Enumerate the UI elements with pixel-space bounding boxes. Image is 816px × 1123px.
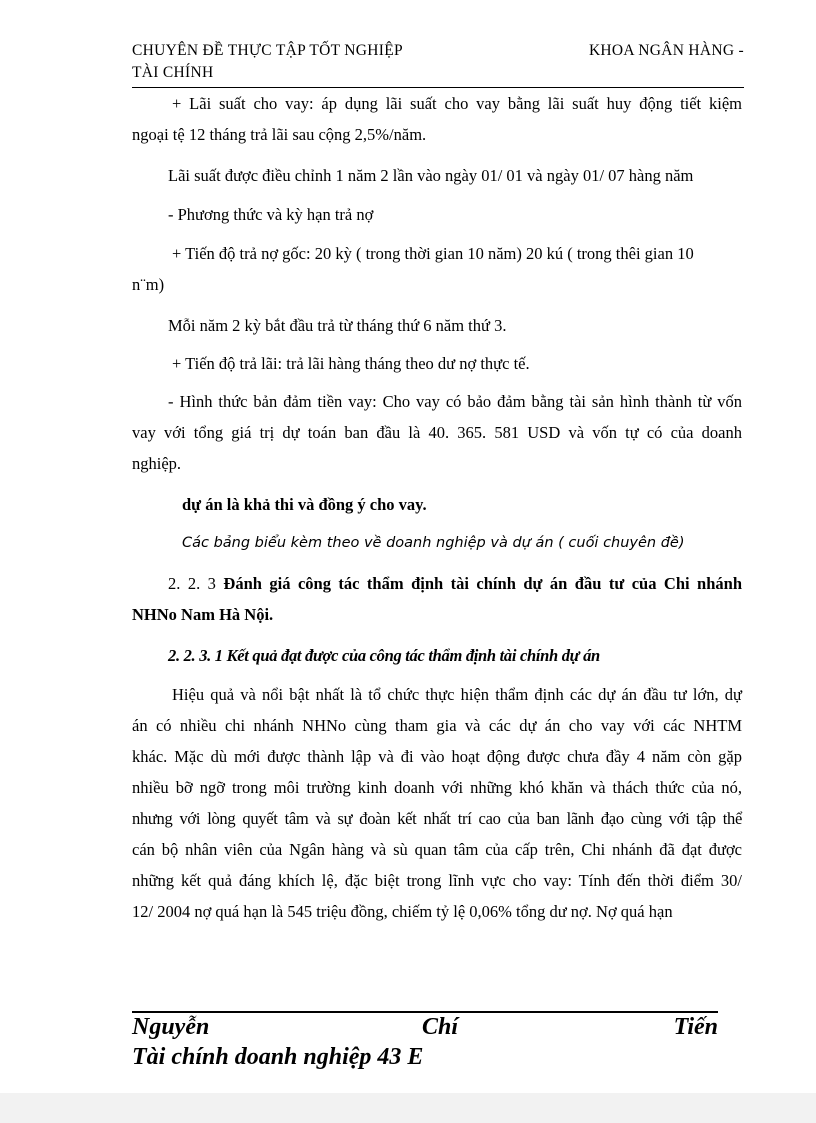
- footer-divider: [132, 1011, 718, 1013]
- section-title: Đánh giá công tác thẩm định tài chính dự án đầu tư của Chi nhánh: [223, 574, 743, 593]
- header-divider: [132, 87, 744, 88]
- paragraph-collateral-line1: - Hình thức bản đảm tiền vay: Cho vay có bảo đảm bằng tài sản hình thành từ vốn: [168, 392, 742, 411]
- author-given-name: Tiến: [673, 1014, 718, 1040]
- author-surname: Nguyễn: [132, 1014, 210, 1040]
- author-middle-name: Chí: [422, 1014, 459, 1040]
- section-number: 2. 2. 3: [168, 574, 216, 593]
- header-department: KHOA NGÂN HÀNG -: [588, 42, 744, 59]
- paragraph-collateral-line3: nghiệp.: [132, 454, 182, 473]
- paragraph-appendix-note: Các bảng biểu kèm theo về doanh nghiệp và dự án ( cuối chuyên đề): [182, 535, 685, 551]
- paragraph-interest-rate-line2: ngoại tệ 12 tháng trả lãi sau cộng 2,5%/năm.: [132, 125, 427, 144]
- page-bottom-strip: [0, 1093, 816, 1123]
- paragraph-results-line6: cán bộ nhân viên của Ngân hàng và sù quan tâm của cấp trên, Chi nhánh đã đạt được: [132, 840, 742, 859]
- paragraph-results-line5: nhưng với lòng quyết tâm và sự đoàn kết nhất trí cao của ban lãnh đạo cùng với tập thể: [132, 809, 742, 828]
- paragraph-yearly-installments: Mỗi năm 2 kỳ bắt đầu trả từ tháng thứ 6 năm thứ 3.: [168, 316, 507, 335]
- paragraph-repayment-method: - Phương thức và kỳ hạn trả nợ: [168, 205, 374, 224]
- paragraph-results-line3: khác. Mặc dù mới được thành lập và đi vào hoạt động được chưa đầy 4 năm còn gặp: [132, 747, 742, 766]
- paragraph-results-line8: 12/ 2004 nợ quá hạn là 545 triệu đồng, chiếm tỷ lệ 0,06% tổng dư nợ. Nợ quá hạn: [132, 902, 673, 921]
- header-department-cont: TÀI CHÍNH: [132, 64, 214, 81]
- paragraph-results-line2: án có nhiều chi nhánh NHNo cùng tham gia và các dự án cho vay với các NHTM: [132, 716, 742, 735]
- paragraph-interest-schedule: + Tiến độ trả lãi: trả lãi hàng tháng theo dư nợ thực tế.: [172, 354, 530, 373]
- paragraph-results-line7: những kết quả đáng khích lệ, đặc biệt trong lĩnh vực cho vay: Tính đến thời điểm 30/: [132, 871, 742, 890]
- paragraph-principal-schedule-line1: + Tiến độ trả nợ gốc: 20 kỳ ( trong thời gian 10 năm) 20 kú ( trong thêi gian 10: [172, 244, 694, 263]
- section-heading-2-2-3-line2: NHNo Nam Hà Nội.: [132, 605, 274, 624]
- paragraph-results-line1: Hiệu quả và nổi bật nhất là tổ chức thực hiện thẩm định các dự án đầu tư lớn, dự: [172, 685, 742, 704]
- paragraph-rate-adjustment: Lãi suất được điều chỉnh 1 năm 2 lần vào ngày 01/ 01 và ngày 01/ 07 hàng năm: [168, 166, 694, 185]
- paragraph-conclusion: dự án là khả thi và đồng ý cho vay.: [182, 495, 427, 514]
- section-heading-2-2-3-line1: [168, 574, 742, 594]
- paragraph-collateral-line2: vay với tổng giá trị dự toán ban đầu là 40. 365. 581 USD và vốn tự có của doanh: [132, 423, 742, 442]
- subsection-heading-2-2-3-1: 2. 2. 3. 1 Kết quả đạt được của công tác thẩm định tài chính dự án: [168, 646, 600, 665]
- paragraph-interest-rate-line1: + Lãi suất cho vay: áp dụng lãi suất cho vay bằng lãi suất huy động tiết kiệm: [172, 94, 742, 113]
- paragraph-results-line4: nhiều bỡ ngỡ trong môi trường kinh doanh với những khó khăn và thách thức của nó,: [132, 778, 742, 797]
- paragraph-principal-schedule-line2: n¨m): [132, 275, 165, 294]
- header-title: CHUYÊN ĐỀ THỰC TẬP TỐT NGHIỆP: [132, 42, 403, 59]
- author-class: Tài chính doanh nghiệp 43 E: [132, 1044, 424, 1070]
